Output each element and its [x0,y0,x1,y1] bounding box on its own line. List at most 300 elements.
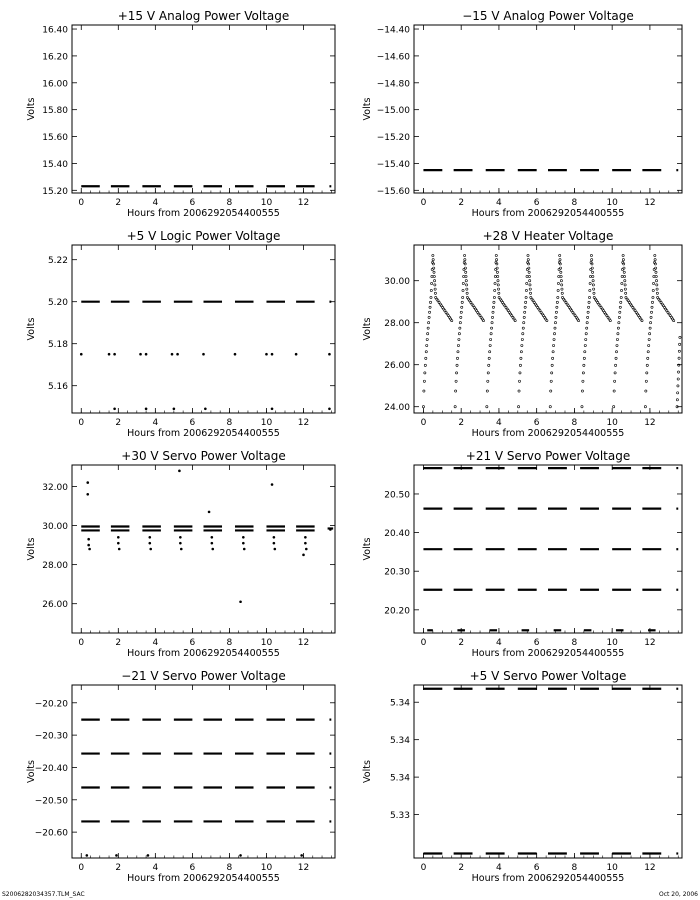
data-point [583,357,585,359]
data-point [645,390,647,392]
data-point [204,408,207,411]
chart-panel-7 [0,660,350,885]
data-point [529,280,531,282]
data-point [614,364,616,366]
data-point [656,284,658,286]
data-point [425,351,427,353]
data-point [460,316,462,318]
data-point [529,288,531,290]
data-point [432,254,434,256]
data-point [88,548,91,551]
x-tick-label: 12 [644,638,656,648]
chart-title: +15 V Analog Power Voltage [117,9,290,23]
y-tick-label: 26.00 [384,361,410,372]
data-point [561,288,563,290]
data-point [655,275,657,277]
data-point [592,275,594,277]
data-point [614,380,616,382]
data-point [587,311,589,313]
data-point [673,320,675,322]
x-tick-label: 12 [297,198,310,208]
data-point [328,353,331,356]
data-point [460,311,462,313]
x-tick-label: 4 [152,418,159,428]
data-point [424,372,426,374]
chart-title: +21 V Servo Power Voltage [465,449,631,463]
data-point [618,316,620,318]
y-tick-label: 5.16 [47,382,68,393]
data-point [520,351,522,353]
y-tick-label: 20.20 [384,606,410,617]
data-point [486,390,488,392]
data-point [655,271,657,273]
y-tick-label: 5.22 [47,256,68,267]
data-point [488,357,490,359]
chart-svg-6 [350,440,700,660]
data-point [463,254,465,256]
data-point [455,380,457,382]
data-point [304,536,307,539]
data-point [523,316,525,318]
data-point [555,316,557,318]
x-axis-label: Hours from 2006292054400555 [127,873,280,884]
data-point [80,353,83,356]
y-tick-label: −15.60 [376,186,410,197]
data-point [559,254,561,256]
data-point [646,364,648,366]
data-point [431,282,433,284]
data-point [423,380,425,382]
data-point [583,364,585,366]
data-point [486,406,488,408]
x-tick-label: 8 [226,863,233,873]
y-tick-label: −15.00 [376,106,410,117]
y-axis-label: Volts [26,97,37,121]
data-point [434,292,436,294]
data-point [271,353,274,356]
data-point [490,338,492,340]
data-point [466,292,468,294]
plot-frame [414,25,682,193]
data-point [618,322,620,324]
data-point [593,292,595,294]
x-tick-label: 0 [420,863,427,873]
data-point [620,296,622,298]
data-point [173,408,176,411]
data-point [654,259,656,261]
y-tick-label: 20.40 [384,529,410,540]
x-tick-label: 0 [420,418,427,428]
data-point [300,854,303,857]
y-axis-label: Volts [26,537,37,561]
data-point [624,280,626,282]
data-point [591,271,593,273]
x-tick-label: 2 [115,418,122,428]
x-tick-label: 12 [297,418,310,428]
data-point [528,275,530,277]
x-tick-label: 10 [260,638,273,648]
data-point [585,333,587,335]
data-point [494,275,496,277]
data-point [620,301,622,303]
x-tick-label: 8 [226,638,233,648]
data-point [274,548,277,551]
x-tick-label: 8 [571,638,578,648]
data-point [584,344,586,346]
x-tick-label: 10 [606,198,618,208]
y-tick-label: 30.00 [384,277,410,288]
x-tick-label: 8 [226,198,233,208]
x-tick-label: 6 [189,198,196,208]
x-tick-label: 8 [571,418,578,428]
data-point [592,280,594,282]
data-point [491,322,493,324]
data-point [617,327,619,329]
plot-frame [414,245,682,413]
plot-frame [72,685,335,858]
x-tick-label: 0 [78,638,85,648]
x-tick-label: 6 [189,863,196,873]
data-point [115,854,118,857]
x-tick-label: 10 [260,198,273,208]
x-tick-label: 0 [78,198,85,208]
data-point [113,408,116,411]
data-point [651,301,653,303]
x-tick-label: 2 [115,638,122,648]
data-point [149,548,152,551]
data-point [651,306,653,308]
chart-panel-2 [350,0,700,220]
x-axis-label: Hours from 2006292054400555 [471,428,625,439]
data-point [457,344,459,346]
data-point [454,406,456,408]
data-point [518,380,520,382]
data-point [619,311,621,313]
data-point [523,322,525,324]
data-point [465,280,467,282]
y-tick-label: 15.80 [42,106,68,117]
data-point [577,320,579,322]
y-axis-label: Volts [26,317,37,341]
data-point [433,280,435,282]
data-point [625,292,627,294]
data-point [581,406,583,408]
data-point [551,372,553,374]
data-point [429,306,431,308]
chart-svg-5 [0,440,350,660]
data-point [490,327,492,329]
data-point [496,271,498,273]
data-point [649,322,651,324]
y-axis-label: Volts [362,760,373,783]
data-point [521,344,523,346]
y-tick-label: 15.20 [42,186,68,197]
data-point [520,357,522,359]
x-tick-label: 2 [458,198,465,208]
data-point [615,357,617,359]
data-point [585,338,587,340]
data-point [487,380,489,382]
data-point [179,536,182,539]
data-point [554,327,556,329]
data-point [242,542,245,545]
data-point [623,271,625,273]
data-point [211,536,214,539]
data-point [304,542,307,545]
x-tick-label: 6 [533,863,540,873]
data-point [557,296,559,298]
data-point [86,854,89,857]
data-point [497,280,499,282]
data-point [593,288,595,290]
data-point [497,288,499,290]
data-point [589,275,591,277]
y-tick-label: 5.34 [389,698,410,709]
data-point [560,271,562,273]
data-point [656,288,658,290]
data-point [590,254,592,256]
x-tick-label: 10 [606,418,618,428]
data-point [648,338,650,340]
footer-date: Oct 20, 2006 [659,891,698,898]
data-point [108,353,111,356]
data-point [495,259,497,261]
data-point [211,548,214,551]
x-tick-label: 4 [152,863,159,873]
y-axis-label: Volts [26,760,37,783]
data-point [117,536,120,539]
data-point [524,306,526,308]
y-tick-label: 28.00 [384,319,410,330]
data-point [556,306,558,308]
chart-panel-4 [350,220,700,440]
data-point [494,289,496,291]
data-point [550,380,552,382]
chart-title: +30 V Servo Power Voltage [121,449,286,463]
data-point [427,333,429,335]
data-point [458,333,460,335]
data-point [646,372,648,374]
chart-panel-5 [0,440,350,660]
data-point [493,296,495,298]
y-tick-label: 16.40 [42,25,68,36]
data-marks [80,302,331,410]
data-point [489,344,491,346]
y-tick-label: −20.30 [34,731,68,742]
data-point [645,380,647,382]
y-tick-label: 20.30 [384,567,410,578]
data-point [556,301,558,303]
data-point [677,378,679,380]
data-point [677,392,679,394]
x-tick-label: 0 [420,198,427,208]
x-tick-label: 4 [152,198,159,208]
data-point [462,282,464,284]
data-point [559,259,561,261]
y-tick-label: 20.50 [384,490,410,501]
data-point [117,542,120,545]
data-point [148,536,151,539]
chart-svg-2 [350,0,700,220]
data-point [623,275,625,277]
data-point [679,343,681,345]
data-point [553,338,555,340]
data-point [616,338,618,340]
data-point [623,267,625,269]
y-tick-label: 5.20 [47,298,68,309]
data-point [329,528,332,531]
data-point [525,296,527,298]
data-point [459,327,461,329]
data-point [527,254,529,256]
data-point [552,344,554,346]
data-point [679,336,681,338]
data-point [546,320,548,322]
data-point [497,284,499,286]
plot-frame [72,25,335,193]
data-point [87,544,90,547]
x-tick-label: 10 [606,863,618,873]
x-tick-label: 12 [297,863,310,873]
data-point [458,338,460,340]
data-point [487,372,489,374]
data-point [653,275,655,277]
data-point [619,306,621,308]
data-point [560,280,562,282]
data-point [621,275,623,277]
y-tick-label: −15.20 [376,133,410,144]
data-point [434,284,436,286]
x-tick-label: 8 [571,198,578,208]
data-point [465,275,467,277]
x-tick-label: 12 [644,863,656,873]
data-point [118,548,121,551]
data-point [423,390,425,392]
chart-title: −21 V Servo Power Voltage [121,669,286,683]
data-point [462,296,464,298]
data-point [615,351,617,353]
y-tick-label: −15.40 [376,159,410,170]
x-tick-label: 0 [78,863,85,873]
x-axis-label: Hours from 2006292054400555 [471,208,625,219]
x-tick-label: 6 [533,418,540,428]
data-point [529,284,531,286]
data-point [677,385,679,387]
data-point [295,353,298,356]
data-point [554,322,556,324]
data-point [622,259,624,261]
data-point [587,306,589,308]
data-point [432,259,434,261]
data-marks [423,468,678,630]
data-point [428,316,430,318]
data-point [273,536,276,539]
data-point [211,542,214,545]
chart-panel-3 [0,220,350,440]
data-point [614,372,616,374]
data-point [496,267,498,269]
data-point [517,406,519,408]
data-point [592,284,594,286]
data-point [647,351,649,353]
data-point [552,357,554,359]
data-point [617,333,619,335]
x-tick-label: 2 [458,418,465,428]
data-point [328,408,331,411]
data-point [587,316,589,318]
y-tick-label: 16.20 [42,52,68,63]
x-tick-label: 4 [496,863,502,873]
data-point [489,351,491,353]
data-point [494,282,496,284]
data-point [87,538,90,541]
y-tick-label: −20.20 [34,699,68,710]
data-point [525,289,527,291]
data-point [521,338,523,340]
x-tick-label: 0 [420,638,427,648]
chart-title: −15 V Analog Power Voltage [462,9,634,23]
data-point [427,327,429,329]
data-point [180,548,183,551]
x-axis-label: Hours from 2006292054400555 [127,208,280,219]
data-point [465,284,467,286]
x-tick-label: 12 [644,198,656,208]
data-point [178,470,181,473]
data-point [550,390,552,392]
data-point [434,288,436,290]
data-point [428,322,430,324]
y-axis-label: Volts [362,97,373,121]
data-point [86,481,89,484]
data-point [588,301,590,303]
data-point [86,493,89,496]
x-axis-label: Hours from 2006292054400555 [127,648,280,659]
y-tick-label: 5.18 [47,340,68,351]
data-point [430,289,432,291]
data-point [584,351,586,353]
data-point [431,275,433,277]
data-point [613,390,615,392]
y-tick-label: −20.40 [34,763,68,774]
data-point [305,548,308,551]
data-point [649,333,651,335]
data-point [620,289,622,291]
plot-frame [72,465,335,633]
data-point [649,327,651,329]
y-tick-label: 28.00 [42,561,68,572]
data-point [465,271,467,273]
data-point [495,254,497,256]
data-point [466,288,468,290]
chart-title: +5 V Logic Power Voltage [126,229,281,243]
x-tick-label: 4 [496,638,502,648]
data-point [430,296,432,298]
data-point [650,311,652,313]
y-tick-label: 5.34 [389,773,410,784]
data-point [208,511,211,514]
data-point [265,353,268,356]
data-point [522,333,524,335]
data-point [239,600,242,603]
data-point [271,483,274,486]
data-point [528,271,530,273]
data-point [622,254,624,256]
data-point [488,364,490,366]
data-point [179,542,182,545]
data-point [561,284,563,286]
data-point [652,289,654,291]
y-tick-label: 5.34 [389,736,410,747]
